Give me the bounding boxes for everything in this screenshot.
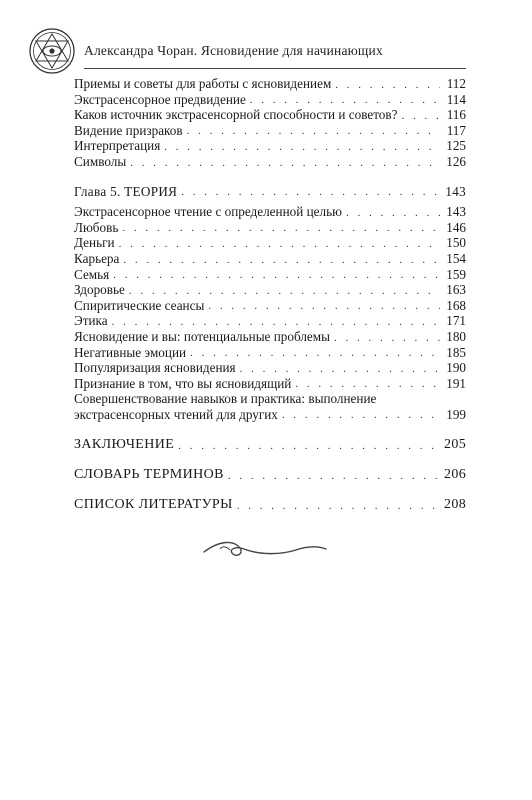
toc-entry[interactable]: [74, 313, 466, 329]
toc-entry-line2: [74, 407, 466, 423]
leader-dots: [295, 378, 440, 391]
toc-entry[interactable]: [74, 123, 466, 139]
toc-chapter-title: Глава 5. ТЕОРИЯ: [74, 183, 178, 199]
toc-entry-page: 180: [446, 328, 466, 344]
leader-dots: [334, 332, 440, 345]
toc-entry-title: ЗАКЛЮЧЕНИЕ: [74, 437, 175, 453]
leader-dots: [240, 363, 440, 376]
toc-entry-multiline[interactable]: [74, 391, 466, 422]
leader-dots: [228, 470, 440, 483]
toc-entry-page: 117: [446, 122, 466, 138]
spacer: [74, 422, 466, 436]
toc-entry-title: Каков источник экстрасенсорной способности и советов?: [74, 107, 398, 123]
circle-eye-emblem-icon: [28, 27, 76, 75]
toc-entry-page: 112: [446, 76, 466, 91]
leader-dots: [208, 300, 440, 313]
toc-entry[interactable]: [74, 329, 466, 345]
toc-entry-page: 146: [446, 219, 466, 235]
toc-entry-page: 205: [444, 437, 467, 453]
toc-entry-page: 126: [446, 153, 466, 169]
toc-entry[interactable]: [74, 107, 466, 123]
toc-entry-title: Приемы и советы для работы с ясновидением: [74, 76, 332, 91]
toc-entry-page: 168: [446, 297, 466, 313]
leader-dots: [346, 207, 440, 220]
leader-dots: [123, 254, 440, 267]
toc-entry-title: Спиритические сеансы: [74, 297, 205, 313]
toc-entry-page: 125: [446, 138, 466, 154]
toc-entry-page: 171: [446, 313, 466, 329]
toc-entry-page: 159: [446, 266, 466, 282]
toc-entry-page: 163: [446, 282, 466, 298]
toc-entry-title: Карьера: [74, 250, 120, 266]
toc-backmatter-entry[interactable]: [74, 466, 466, 483]
toc-entry-page: 143: [446, 204, 466, 220]
toc-entry-page: 208: [444, 497, 467, 513]
toc-entry-title: Популяризация ясновидения: [74, 360, 236, 376]
toc-entry[interactable]: [74, 92, 466, 108]
toc-entry[interactable]: [74, 345, 466, 361]
leader-dots: [237, 500, 440, 513]
running-title: Александра Чоран. Ясновидение для начинающих: [84, 43, 383, 58]
toc-entry[interactable]: [74, 376, 466, 392]
toc-entry-page: 206: [444, 467, 467, 483]
spacer: [74, 483, 466, 496]
leader-dots: [282, 409, 440, 422]
leader-dots: [112, 316, 440, 329]
toc-entry-page: 143: [445, 183, 466, 199]
toc-entry[interactable]: [74, 220, 466, 236]
toc-entry-title: Экстрасенсорное предвидение: [74, 91, 246, 107]
header-rule: [84, 68, 466, 69]
toc-entry-page: 150: [446, 235, 466, 251]
toc-entry-page: 185: [446, 344, 466, 360]
toc-entry[interactable]: [74, 251, 466, 267]
toc-entry[interactable]: [74, 138, 466, 154]
toc-entry-page: 190: [446, 360, 466, 376]
toc-entry-title: Негативные эмоции: [74, 344, 187, 360]
leader-dots: [190, 347, 440, 360]
toc-entry-title: Деньги: [74, 235, 115, 251]
toc-entry[interactable]: [74, 267, 466, 283]
flourish-divider-icon: [200, 536, 330, 562]
toc-entry-title: Любовь: [74, 219, 119, 235]
leader-dots: [113, 269, 440, 282]
toc-entry[interactable]: [74, 298, 466, 314]
toc-entry-title-line2: экстрасенсорных чтений для других: [74, 406, 278, 422]
toc-entry-title: Признание в том, что вы ясновидящий: [74, 375, 292, 391]
leader-dots: [335, 79, 440, 92]
toc-entry[interactable]: [74, 204, 466, 220]
spacer: [74, 453, 466, 466]
toc-entry-page: 116: [446, 107, 466, 123]
toc-entry-title: Семья: [74, 266, 110, 282]
toc-entry-title-line1: Совершенствование навыков и практика: выполнение: [74, 391, 377, 407]
leader-dots: [122, 222, 440, 235]
toc-entry-page: 191: [446, 375, 466, 391]
leader-dots: [178, 440, 440, 453]
toc-backmatter-entry[interactable]: [74, 496, 466, 513]
toc-entry-page: 154: [446, 250, 466, 266]
toc-entry[interactable]: [74, 76, 466, 92]
toc-entry-title: Ясновидение и вы: потенциальные проблемы: [74, 328, 330, 344]
spacer: [74, 170, 466, 184]
toc-entry[interactable]: [74, 360, 466, 376]
toc-entry-title: Здоровье: [74, 282, 125, 298]
leader-dots: [401, 110, 440, 123]
leader-dots: [129, 285, 440, 298]
leader-dots: [250, 94, 440, 107]
table-of-contents: [74, 76, 466, 513]
leader-dots: [164, 141, 440, 154]
leader-dots: [181, 186, 440, 199]
toc-entry-title: Интерпретация: [74, 138, 161, 154]
toc-entry-title: Видение призраков: [74, 122, 183, 138]
toc-entry-title: СПИСОК ЛИТЕРАТУРЫ: [74, 497, 233, 513]
leader-dots: [187, 125, 440, 138]
leader-dots: [130, 157, 440, 170]
toc-entry-title: Символы: [74, 153, 127, 169]
toc-entry-title: Экстрасенсорное чтение с определенной целью: [74, 204, 342, 220]
toc-entry-page: 199: [446, 406, 466, 422]
toc-entry[interactable]: [74, 154, 466, 170]
toc-entry[interactable]: [74, 235, 466, 251]
toc-entry[interactable]: [74, 282, 466, 298]
toc-entry-title: СЛОВАРЬ ТЕРМИНОВ: [74, 467, 224, 483]
leader-dots: [119, 238, 440, 251]
toc-backmatter-entry[interactable]: [74, 436, 466, 453]
toc-entry-page: 114: [446, 91, 466, 107]
toc-chapter-entry[interactable]: [74, 184, 466, 200]
toc-entry-title: Этика: [74, 313, 108, 329]
